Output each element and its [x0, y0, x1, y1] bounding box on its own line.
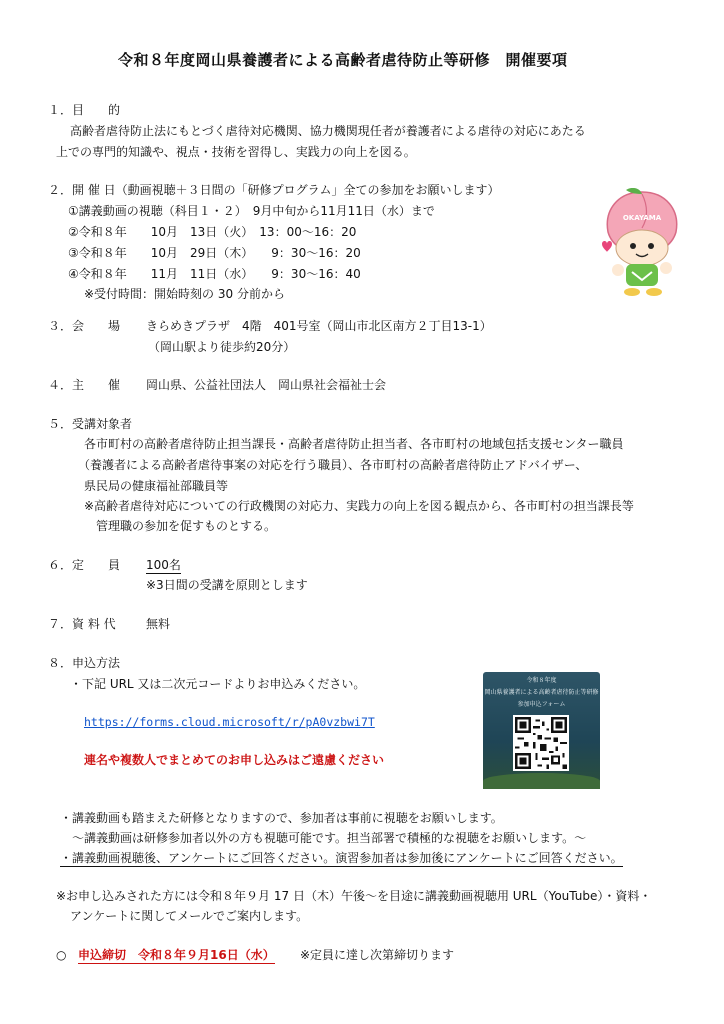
date-item: ④令和８年 11月 11日（水） 9：30～16：40 [68, 267, 361, 281]
date-item: ②令和８年 10月 13日（火） 13：00～16：20 [68, 225, 357, 239]
reception-note: ※受付時間：開始時刻の 30 分前から [84, 287, 285, 301]
deadline-note: ※定員に達し次第締切ります [300, 948, 455, 962]
purpose-line: 高齢者虐待防止法にもとづく虐待対応機関、協力機関現任者が養護者による虐待の対応にあたる [70, 124, 586, 138]
section-capacity-heading: ６．定 員 [48, 558, 121, 572]
qr-caption-line: 参加申込フォーム [517, 701, 566, 708]
section-fee-heading: ７．資 料 代 [48, 617, 116, 631]
section-host-heading: ４．主 催 [48, 378, 121, 392]
fee-value: 無料 [146, 617, 171, 631]
section-venue-heading: ３．会 場 [48, 319, 121, 333]
page-title: 令和８年度岡山県養護者による高齢者虐待防止等研修 開催要項 [118, 51, 568, 69]
capacity-value: 100名 [146, 558, 181, 572]
qr-card-decoration [483, 773, 600, 789]
info-line: ※お申し込みされた方には令和８年９月 17 日（木）午後～を目途に講義動画視聴用 URL（YouTube）・資料・ [56, 889, 652, 903]
target-line: 県民局の健康福祉部職員等 [84, 479, 229, 493]
note-line: ・講義動画も踏まえた研修となりますので、参加者は事前に視聴をお願いします。 [60, 811, 503, 825]
note-line: ・講義動画視聴後、アンケートにご回答ください。演習参加者は参加後にアンケートにご回答ください。 [60, 851, 623, 865]
section-target-heading: ５．受講対象者 [48, 417, 133, 431]
qr-code [513, 715, 569, 771]
target-line: （養護者による高齢者虐待事案の対応を行う職員）、各市町村の高齢者虐待防止アドバイザー、 [78, 458, 588, 472]
deadline-text: 申込締切 令和８年９月16日（水） [78, 948, 275, 962]
note-line: ～講義動画は研修参加者以外の方も視聴可能です。担当部署で積極的な視聴をお願いします。～ [72, 831, 587, 845]
target-line: 管理職の参加を促すものとする。 [96, 519, 277, 533]
apply-instruction: ・下記 URL 又は二次元コードよりお申込みください。 [70, 677, 366, 691]
purpose-line: 上での専門的知識や、視点・技術を習得し、実践力の向上を図る。 [56, 145, 416, 159]
deadline-mark: ○ [56, 948, 67, 962]
section-apply-heading: ８．申込方法 [48, 656, 121, 670]
apply-warning: 連名や複数人でまとめてのお申し込みはご遠慮ください [84, 753, 385, 767]
date-item: ③令和８年 10月 29日（木） 9：30～16：20 [68, 246, 361, 260]
section-purpose-heading: １．目 的 [48, 103, 121, 117]
host-text: 岡山県、公益社団法人 岡山県社会福祉士会 [146, 378, 387, 392]
qr-caption-line: 岡山県養護者による高齢者虐待防止等研修 [484, 689, 599, 696]
capacity-note: ※3日間の受講を原則とします [146, 578, 308, 592]
qr-code-card[interactable] [483, 672, 600, 789]
info-line: アンケートに関してメールでご案内します。 [70, 909, 309, 923]
section-dates-heading: ２．開 催 日（動画視聴＋３日間の「研修プログラム」全ての参加をお願いします） [48, 183, 500, 197]
application-form-link[interactable]: https://forms.cloud.microsoft/r/pA0vzbwi7T [84, 715, 375, 729]
qr-caption-line: 令和８年度 [526, 677, 557, 684]
mascot-label: OKAYAMA [622, 214, 662, 222]
target-line: ※高齢者虐待対応についての行政機関の対応力、実践力の向上を図る観点から、各市町村の担当課長等 [84, 499, 634, 513]
venue-line: きらめきプラザ 4階 401号室（岡山市北区南方２丁目13-1） [146, 319, 492, 333]
date-item: ①講義動画の視聴（科目１・２） 9月中旬から11月11日（水）まで [68, 204, 435, 218]
venue-access: （岡山駅より徒歩約20分） [148, 340, 296, 354]
target-line: 各市町村の高齢者虐待防止担当課長・高齢者虐待防止担当者、各市町村の地域包括支援センター職員 [84, 437, 624, 451]
mascot-illustration [596, 188, 688, 298]
